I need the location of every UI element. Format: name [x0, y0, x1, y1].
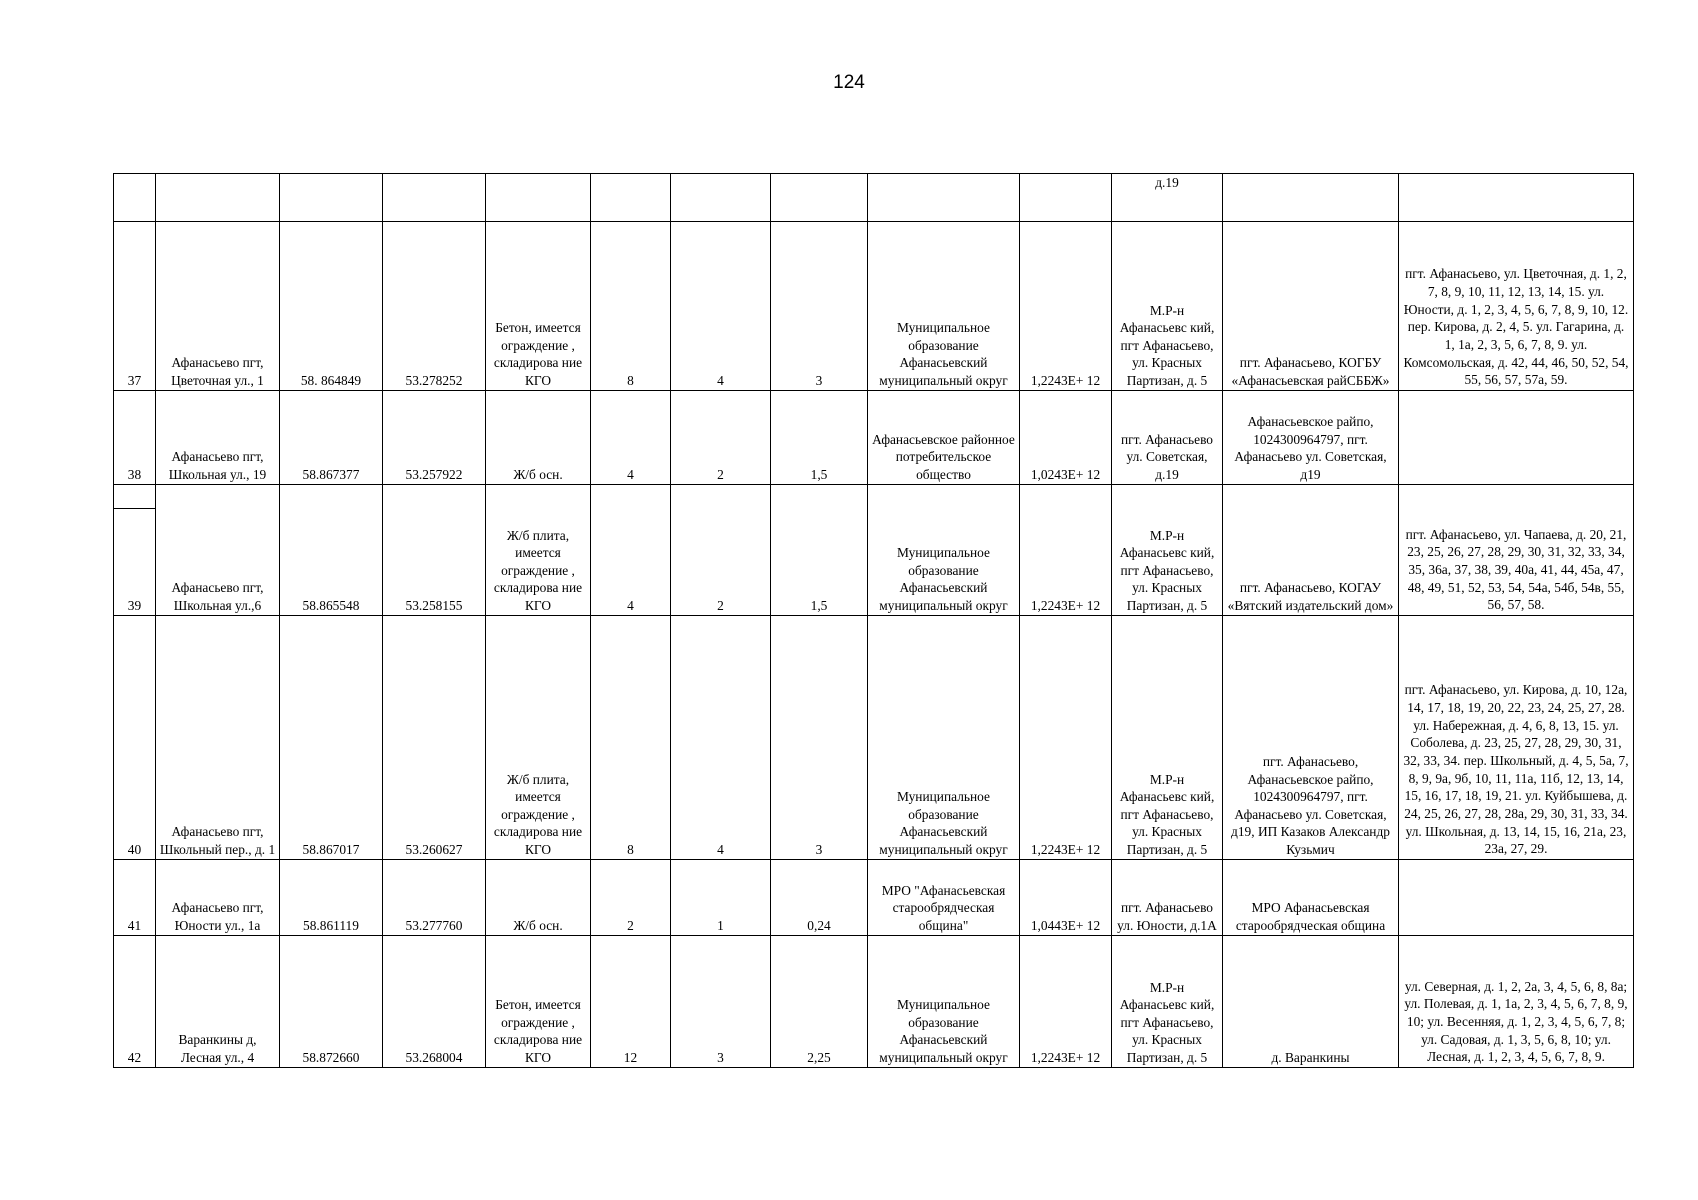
owner-address: М.Р-н Афанасьевс кий, пгт Афанасьево, ул. Красных Партизан, д. 5	[1112, 936, 1223, 1068]
site-area: 8	[591, 222, 671, 391]
owner-address: пгт. Афанасьево ул. Юности, д.1А	[1112, 860, 1223, 936]
longitude: 53.258155	[383, 485, 486, 616]
container-volume: 0,24	[771, 860, 868, 936]
surface-type: Бетон, имеется ограждение , складирова ние КГО	[486, 936, 591, 1068]
site-area: 2	[591, 860, 671, 936]
surface-type: Ж/б плита, имеется ограждение , складирова ние КГО	[486, 485, 591, 616]
owner-name: Муниципальное образование Афанасьевский муниципальный округ	[868, 485, 1020, 616]
waste-sources: пгт. Афанасьево, Афанасьевское райпо, 1024300964797, пгт. Афанасьево ул. Советская, д19, ИП Казаков Александр Кузьмич	[1223, 616, 1399, 860]
surface-type: Ж/б осн.	[486, 860, 591, 936]
served-addresses: пгт. Афанасьево, ул. Кирова, д. 10, 12а, 14, 17, 18, 19, 20, 22, 23, 24, 25, 27, 28. ул. Набережная, д. 4, 6, 8, 13, 15. ул. Соболева, д. 23, 25, 27, 28, 29, 30, 31, 32, 33, 34. пер. Школьный, д. 4, 5, 5а, 7, 8, 9, 9а, 9б, 10, 11, 11а, 11б, 12, 13, 14, 15, 16, 17, 18, 19, 21. ул. Куйбышева, д. 24, 25, 26, 27, 28, 28а, 29, 30, 31, 33, 34. ул. Школьная, д. 13, 14, 15, 16, 21а, 23, 23а, 27, 29.	[1399, 616, 1634, 860]
owner-ogrn: 1,0243E+ 12	[1020, 391, 1112, 485]
row-number: 39	[114, 485, 156, 616]
owner-name: Муниципальное образование Афанасьевский муниципальный округ	[868, 222, 1020, 391]
site-location: Афанасьево пгт, Юности ул., 1а	[156, 860, 280, 936]
owner-name: Афанасьевское районное потребительское общество	[868, 391, 1020, 485]
container-volume: 3	[771, 222, 868, 391]
latitude: 58.865548	[280, 485, 383, 616]
site-location: Афанасьево пгт, Цветочная ул., 1	[156, 222, 280, 391]
continuation-row	[114, 174, 1634, 222]
served-addresses: пгт. Афанасьево, ул. Чапаева, д. 20, 21, 23, 25, 26, 27, 28, 29, 30, 31, 32, 33, 34, 35, 36а, 37, 38, 39, 40а, 41, 44, 45а, 47, 48, 49, 51, 52, 53, 54, 54а, 54б, 54в, 55, 56, 57, 58.	[1399, 485, 1634, 616]
surface-type: Ж/б плита, имеется ограждение , складирова ние КГО	[486, 616, 591, 860]
container-count: 4	[671, 616, 771, 860]
owner-address: М.Р-н Афанасьевс кий, пгт Афанасьево, ул. Красных Партизан, д. 5	[1112, 485, 1223, 616]
site-area: 12	[591, 936, 671, 1068]
served-addresses: ул. Северная, д. 1, 2, 2а, 3, 4, 5, 6, 8, 8а; ул. Полевая, д. 1, 1а, 2, 3, 4, 5, 6, 7, 8, 9, 10; ул. Весенняя, д. 1, 2, 3, 4, 5, 6, 7, 8; ул. Садовая, д. 1, 3, 5, 6, 8, 10; ул. Лесная, д. 1, 2, 3, 4, 5, 6, 7, 8, 9.	[1399, 936, 1634, 1068]
site-location: Афанасьево пгт, Школьная ул., 19	[156, 391, 280, 485]
row-number: 38	[114, 391, 156, 485]
owner-ogrn: 1,0443E+ 12	[1020, 860, 1112, 936]
container-count: 2	[671, 485, 771, 616]
row-number: 42	[114, 936, 156, 1068]
longitude: 53.277760	[383, 860, 486, 936]
table-row	[114, 391, 1634, 485]
container-count: 1	[671, 860, 771, 936]
owner-ogrn: 1,2243E+ 12	[1020, 485, 1112, 616]
site-location: Варанкины д, Лесная ул., 4	[156, 936, 280, 1068]
served-addresses: пгт. Афанасьево, ул. Цветочная, д. 1, 2, 7, 8, 9, 10, 11, 12, 13, 14, 15. ул. Юности, д. 1, 2, 3, 4, 5, 6, 7, 8, 9, 10, 12. пер. Кирова, д. 2, 4, 5. ул. Гагарина, д. 1, 1а, 2, 3, 5, 6, 7, 8, 9. ул. Комсомольская, д. 42, 44, 46, 50, 52, 54, 55, 56, 57, 57а, 59.	[1399, 222, 1634, 391]
waste-sources: д. Варанкины	[1223, 936, 1399, 1068]
owner-name: МРО "Афанасьевская старообрядческая община"	[868, 860, 1020, 936]
container-count: 2	[671, 391, 771, 485]
longitude: 53.278252	[383, 222, 486, 391]
latitude: 58.872660	[280, 936, 383, 1068]
longitude: 53.257922	[383, 391, 486, 485]
site-area: 4	[591, 391, 671, 485]
latitude: 58.867017	[280, 616, 383, 860]
surface-type: Ж/б осн.	[486, 391, 591, 485]
owner-address: М.Р-н Афанасьевс кий, пгт Афанасьево, ул. Красных Партизан, д. 5	[1112, 616, 1223, 860]
site-area: 8	[591, 616, 671, 860]
served-addresses	[1399, 391, 1634, 485]
owner-ogrn: 1,2243E+ 12	[1020, 616, 1112, 860]
container-volume: 1,5	[771, 485, 868, 616]
latitude: 58.861119	[280, 860, 383, 936]
longitude: 53.260627	[383, 616, 486, 860]
site-location: Афанасьево пгт, Школьная ул.,6	[156, 485, 280, 616]
container-count: 3	[671, 936, 771, 1068]
container-count: 4	[671, 222, 771, 391]
table-row	[114, 860, 1634, 936]
owner-address-cell: д.19	[1112, 174, 1223, 222]
owner-name: Муниципальное образование Афанасьевский муниципальный округ	[868, 616, 1020, 860]
container-volume: 1,5	[771, 391, 868, 485]
surface-type: Бетон, имеется ограждение , складирова ние КГО	[486, 222, 591, 391]
waste-sources: пгт. Афанасьево, КОГАУ «Вятский издательский дом»	[1223, 485, 1399, 616]
served-addresses	[1399, 860, 1634, 936]
row-number: 40	[114, 616, 156, 860]
latitude: 58.867377	[280, 391, 383, 485]
owner-ogrn: 1,2243E+ 12	[1020, 936, 1112, 1068]
table-row	[114, 485, 1634, 616]
latitude: 58. 864849	[280, 222, 383, 391]
waste-sources: пгт. Афанасьево, КОГБУ «Афанасьевская райСББЖ»	[1223, 222, 1399, 391]
site-location: Афанасьево пгт, Школьный пер., д. 1	[156, 616, 280, 860]
container-volume: 2,25	[771, 936, 868, 1068]
row-number: 41	[114, 860, 156, 936]
owner-ogrn: 1,2243E+ 12	[1020, 222, 1112, 391]
waste-sites-table	[113, 173, 1634, 1068]
waste-sources: Афанасьевское райпо, 1024300964797, пгт. Афанасьево ул. Советская, д19	[1223, 391, 1399, 485]
waste-sources: МРО Афанасьевская старообрядческая община	[1223, 860, 1399, 936]
owner-address: пгт. Афанасьево ул. Советская, д.19	[1112, 391, 1223, 485]
table-row	[114, 222, 1634, 391]
container-volume: 3	[771, 616, 868, 860]
divider	[114, 508, 155, 509]
page-number: 124	[833, 72, 865, 93]
table-row	[114, 936, 1634, 1068]
row-number: 37	[114, 222, 156, 391]
table-row	[114, 616, 1634, 860]
longitude: 53.268004	[383, 936, 486, 1068]
site-area: 4	[591, 485, 671, 616]
owner-address: М.Р-н Афанасьевс кий, пгт Афанасьево, ул. Красных Партизан, д. 5	[1112, 222, 1223, 391]
owner-name: Муниципальное образование Афанасьевский муниципальный округ	[868, 936, 1020, 1068]
